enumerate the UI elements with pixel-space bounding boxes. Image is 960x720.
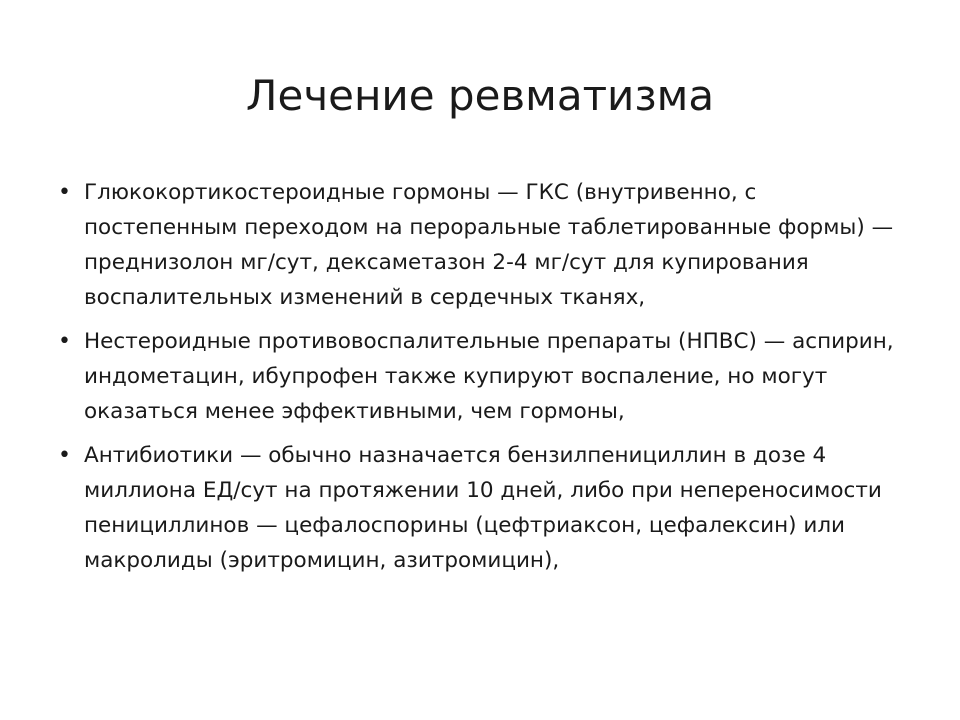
bullet-item-gks <box>58 175 908 315</box>
bullet-list <box>58 175 908 587</box>
slide-title: Лечение ревматизма <box>245 71 715 120</box>
bullet-item-nsaid <box>58 324 908 429</box>
bullet-text: Глюкокортикостероидные гормоны — ГКС (внутривенно, с постепенным переходом на пероральные таблетированные формы) — преднизолон мг/сут, дексаметазон 2-4 мг/сут для купирования воспалительных изменений в сердечных тканях, <box>84 180 894 310</box>
bullet-icon: • <box>58 443 71 468</box>
bullet-item-antibiotics <box>58 438 908 578</box>
bullet-icon: • <box>58 329 71 354</box>
bullet-text: Нестероидные противовоспалительные препараты (НПВС) — аспирин, индометацин, ибупрофен также купируют воспаление, но могут оказаться менее эффективными, чем гормоны, <box>84 329 894 424</box>
bullet-icon: • <box>58 180 71 205</box>
bullet-text: Антибиотики — обычно назначается бензилпенициллин в дозе 4 миллиона ЕД/сут на протяжении 10 дней, либо при непереносимости пенициллинов — цефалоспорины (цефтриаксон, цефалексин) или макролиды (эритромицин, азитромицин), <box>84 443 882 573</box>
